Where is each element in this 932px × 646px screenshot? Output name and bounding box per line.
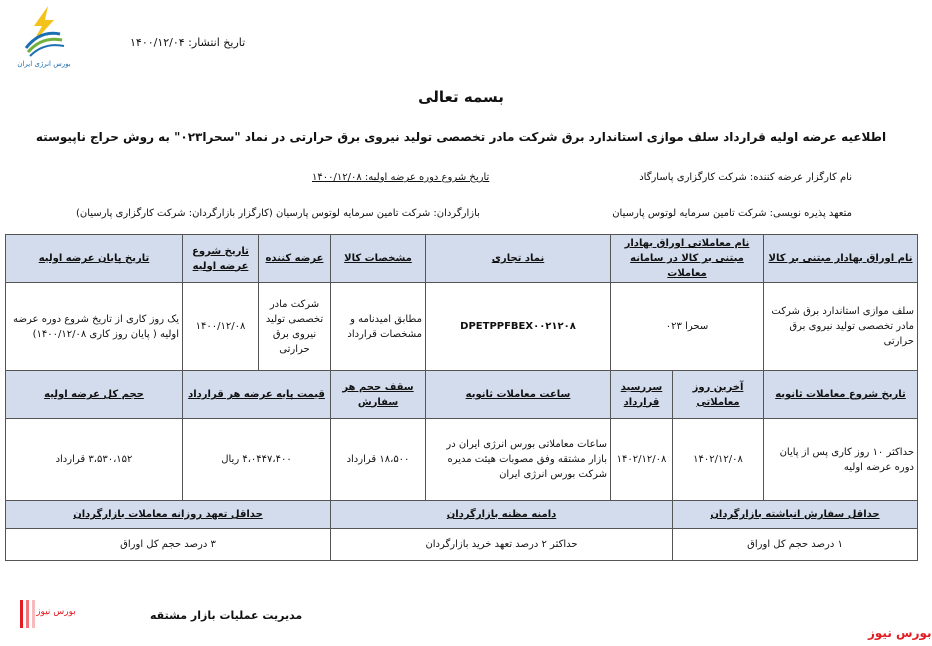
- t2-h3: ساعت معاملات ثانویه: [465, 389, 571, 400]
- publish-date: تاریخ انتشار: ۱۴۰۰/۱۲/۰۴: [130, 36, 246, 49]
- t2-c0: حداکثر ۱۰ روز کاری پس از پایان دوره عرضه اولیه: [764, 419, 918, 501]
- t1-h0: نام اوراق بهادار مبتنی بر کالا: [768, 253, 913, 264]
- t3-c2: ۳ درصد حجم کل اوراق: [6, 529, 331, 561]
- table2-header-row: [6, 371, 918, 419]
- t1-c5: ۱۴۰۰/۱۲/۰۸: [183, 283, 259, 371]
- offering-table: [5, 234, 918, 561]
- table1-header-row: [6, 235, 918, 283]
- table3-header-row: [6, 501, 918, 529]
- t3-h2: حداقل تعهد روزانه معاملات بازارگردان: [73, 509, 263, 520]
- broker-info: نام کارگزار عرضه کننده: شرکت کارگزاری پاسارگاد: [639, 172, 852, 183]
- t2-c1: ۱۴۰۲/۱۲/۰۸: [673, 419, 764, 501]
- t1-c2: DPETPPFBEX۰۰۲۱۲۰۸: [426, 283, 611, 371]
- t1-h6: تاریخ پایان عرضه اولیه: [38, 253, 150, 264]
- t2-h4: سقف حجم هر سفارش: [342, 381, 414, 408]
- t1-c6: یک روز کاری از تاریخ شروع دوره عرضه اولیه ( پایان روز کاری ۱۴۰۰/۱۲/۰۸): [6, 283, 183, 371]
- t1-c1: سحرا ۰۲۳: [611, 283, 764, 371]
- t2-c6: ۳،۵۳۰،۱۵۲ قرارداد: [6, 419, 183, 501]
- logo-text: بورس انرژی ایران: [17, 60, 71, 68]
- mark-text: بورس نیوز: [36, 607, 76, 617]
- t2-h6: حجم کل عرضه اولیه: [44, 389, 144, 400]
- t2-h1: آخرین روز معاملاتی: [692, 381, 744, 408]
- bourse-news-mark: [18, 594, 76, 630]
- t1-h1: نام معاملاتی اوراق بهادار مبتنی بر کالا در سامانه معاملات: [624, 238, 750, 279]
- page-title: بسمه تعالی: [418, 88, 504, 106]
- notice-title: اطلاعیه عرضه اولیه قرارداد سلف موازی استاندارد برق شرکت مادر تخصصی تولید نیروی برق حرارتی در نماد "سحرا۰۲۳" به روش حراج ناپیوسته: [35, 130, 887, 144]
- t3-h1: دامنه مظنه بازارگردان: [446, 509, 557, 520]
- start-date-info: تاریخ شروع دوره عرضه اولیه: ۱۴۰۰/۱۲/۰۸: [312, 172, 490, 183]
- t2-h5: قیمت پایه عرضه هر قرارداد: [188, 389, 325, 400]
- t1-h3: مشخصات کالا: [344, 253, 412, 264]
- t2-h2: سررسید قرارداد: [620, 381, 663, 408]
- underwriter-info: متعهد پذیره نویسی: شرکت تامین سرمایه لوتوس پارسیان: [612, 208, 852, 219]
- t2-c5: ۴،۰۴۴۷،۴۰۰ ریال: [183, 419, 331, 501]
- t2-h0: تاریخ شروع معاملات ثانویه: [775, 389, 906, 400]
- brand-watermark: بورس نیوز: [868, 626, 932, 640]
- t1-c0: سلف موازی استاندارد برق شرکت مادر تخصصی تولید نیروی برق حرارتی: [764, 283, 918, 371]
- t2-c2: ۱۴۰۲/۱۲/۰۸: [611, 419, 673, 501]
- t2-c3: ساعات معاملاتی بورس انرژی ایران در بازار مشتقه وفق مصوبات هیئت مدیره شرکت بورس انرژی ایران: [426, 419, 611, 501]
- t1-h2: نماد تجاری: [491, 253, 545, 264]
- t3-c0: ۱ درصد حجم کل اوراق: [673, 529, 918, 561]
- department-signature: مدیریت عملیات بازار مشتقه: [150, 609, 303, 622]
- t1-h5: تاریخ شروع عرضه اولیه: [192, 245, 249, 272]
- t1-c3: مطابق امیدنامه و مشخصات قرارداد: [331, 283, 426, 371]
- t2-c4: ۱۸،۵۰۰ قرارداد: [331, 419, 426, 501]
- t3-h0: حداقل سفارش انباشته بازارگردان: [710, 509, 880, 520]
- energy-exchange-logo: [18, 4, 70, 68]
- market-maker-info: بازارگردان: شرکت تامین سرمایه لوتوس پارسیان (کارگزار بازارگردان: شرکت کارگزاری پارسیان): [76, 208, 480, 219]
- t1-h4: عرضه کننده: [265, 253, 324, 264]
- table1-data-row: [6, 283, 918, 371]
- t3-c1: حداکثر ۲ درصد تعهد خرید بازارگردان: [331, 529, 673, 561]
- t1-c4: شرکت مادر تخصصی تولید نیروی برق حرارتی: [259, 283, 331, 371]
- table3-data-row: [6, 529, 918, 561]
- table2-data-row: [6, 419, 918, 501]
